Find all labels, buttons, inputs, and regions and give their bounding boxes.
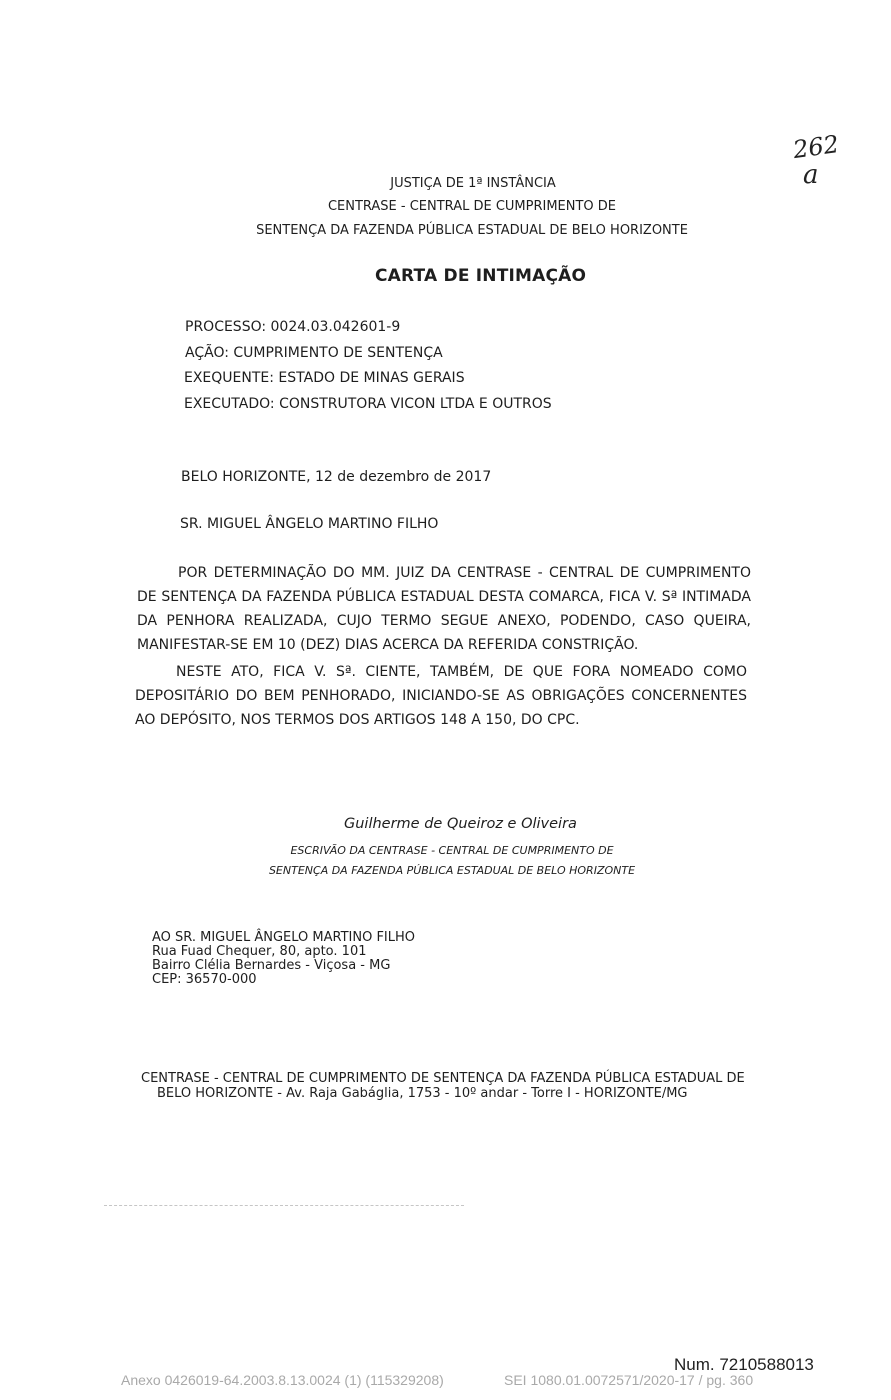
date-line: BELO HORIZONTE, 12 de dezembro de 2017 (181, 469, 492, 485)
address-line-4: CEP: 36570-000 (152, 972, 257, 987)
paragraph-line: MANIFESTAR-SE EM 10 (DEZ) DIAS ACERCA DA REFERIDA CONSTRIÇÃO. (137, 637, 639, 653)
header-centrase: CENTRASE - CENTRAL DE CUMPRIMENTO DE (327, 199, 617, 214)
paragraph-line: DA PENHORA REALIZADA, CUJO TERMO SEGUE ANEXO, PODENDO, CASO QUEIRA, (137, 613, 751, 629)
paragraph-line: DE SENTENÇA DA FAZENDA PÚBLICA ESTADUAL DESTA COMARCA, FICA V. Sª INTIMADA (137, 589, 751, 605)
annex-reference: Anexo 0426019-64.2003.8.13.0024 (1) (115329208) (121, 1372, 444, 1388)
header-fazenda: SENTENÇA DA FAZENDA PÚBLICA ESTADUAL DE BELO HORIZONTE (256, 223, 688, 238)
scan-artifact-line (104, 1205, 464, 1206)
document-number: Num. 7210588013 (674, 1355, 814, 1374)
addressee: SR. MIGUEL ÂNGELO MARTINO FILHO (180, 516, 439, 532)
paragraph-intimation (137, 561, 751, 657)
paragraph-depositario (135, 660, 747, 732)
field-executado: EXECUTADO: CONSTRUTORA VICON LTDA E OUTROS (184, 396, 552, 412)
paragraph-line: POR DETERMINAÇÃO DO MM. JUIZ DA CENTRASE - CENTRAL DE CUMPRIMENTO (178, 565, 751, 581)
field-acao: AÇÃO: CUMPRIMENTO DE SENTENÇA (185, 345, 443, 361)
signatory-name: Guilherme de Queiroz e Oliveira (344, 816, 577, 832)
header-court: JUSTIÇA DE 1ª INSTÂNCIA (390, 176, 556, 191)
footer-line-1: CENTRASE - CENTRAL DE CUMPRIMENTO DE SENTENÇA DA FAZENDA PÚBLICA ESTADUAL DE (141, 1071, 745, 1086)
signatory-role-line1: ESCRIVÃO DA CENTRASE - CENTRAL DE CUMPRIMENTO DE (290, 844, 614, 857)
sei-reference: SEI 1080.01.0072571/2020-17 / pg. 360 (504, 1372, 754, 1388)
paragraph-line: AO DEPÓSITO, NOS TERMOS DOS ARTIGOS 148 A 150, DO CPC. (135, 712, 580, 728)
address-line-1: AO SR. MIGUEL ÂNGELO MARTINO FILHO (152, 930, 416, 945)
footer-line-2: BELO HORIZONTE - Av. Raja Gabáglia, 1753 - 10º andar - Torre I - HORIZONTE/MG (157, 1086, 688, 1101)
signatory-role-line2: SENTENÇA DA FAZENDA PÚBLICA ESTADUAL DE BELO HORIZONTE (268, 864, 636, 877)
address-line-3: Bairro Clélia Bernardes - Viçosa - MG (152, 958, 391, 973)
field-exequente: EXEQUENTE: ESTADO DE MINAS GERAIS (184, 370, 465, 386)
paragraph-line: DEPOSITÁRIO DO BEM PENHORADO, INICIANDO-SE AS OBRIGAÇÕES CONCERNENTES (135, 688, 747, 704)
page-title: CARTA DE INTIMAÇÃO (375, 266, 587, 286)
handwritten-page-letter: a (803, 160, 819, 190)
paragraph-line: NESTE ATO, FICA V. Sª. CIENTE, TAMBÉM, DE QUE FORA NOMEADO COMO (176, 664, 747, 680)
address-line-2: Rua Fuad Chequer, 80, apto. 101 (152, 944, 367, 959)
handwritten-page-number: 262 (791, 129, 841, 165)
field-processo: PROCESSO: 0024.03.042601-9 (185, 319, 401, 335)
